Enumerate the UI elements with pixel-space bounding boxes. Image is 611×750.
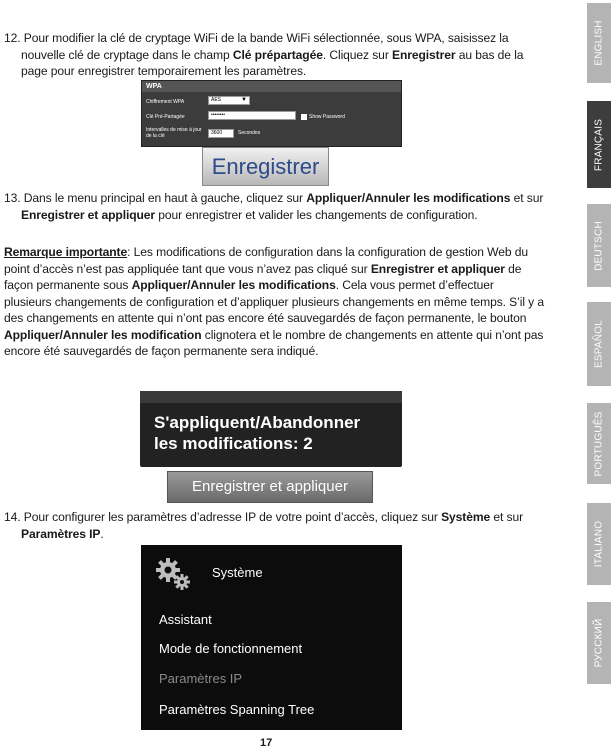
step-number: 13. (4, 191, 21, 205)
bold-term: Enregistrer et appliquer (21, 207, 156, 222)
step-12-paragraph (4, 30, 544, 80)
wpa-psk-input[interactable]: •••••••• (208, 111, 296, 120)
text: pour enregistrer et valider les changements de configuration. (155, 207, 478, 222)
show-password-label: Show Password (309, 114, 345, 120)
tab-espanol[interactable] (587, 302, 611, 386)
tab-english[interactable] (587, 3, 611, 83)
text: Pour modifier la clé de cryptage WiFi de la bande WiFi sélectionnée, sous WPA, saisissez la nouvelle clé de cryptage dans le champ (21, 31, 509, 62)
wpa-interval-label: Intervalles de mise à jour de la clé (146, 127, 202, 139)
tab-label: РУССКИЙ (593, 618, 605, 668)
wpa-cipher-label: Chiffrement WPA (146, 99, 185, 105)
step-number: 12. (4, 31, 21, 45)
show-password-checkbox[interactable] (301, 114, 307, 120)
system-menu (141, 545, 402, 730)
text: de façon permanente sous (4, 261, 522, 292)
wpa-psk-row (144, 111, 401, 125)
wpa-cipher-value: AES (211, 97, 222, 103)
bold-term: Appliquer/Annuler les modifications (306, 191, 511, 205)
menu-item-assistant[interactable]: Assistant (159, 612, 212, 627)
language-tabs (587, 0, 611, 750)
text: au bas de la page pour enregistrer temporairement les paramètres. (21, 47, 524, 78)
save-and-apply-button[interactable]: Enregistrer et appliquer (167, 471, 373, 503)
banner-line-2: les modifications: 2 (154, 434, 313, 453)
tab-label: ENGLISH (593, 20, 605, 66)
text: et sur (490, 510, 524, 524)
tab-francais[interactable] (587, 101, 611, 188)
menu-item-operation-mode[interactable]: Mode de fonctionnement (159, 641, 303, 656)
wpa-cipher-select[interactable] (208, 96, 250, 105)
chevron-down-icon: ▼ (241, 97, 247, 103)
step-13-paragraph (4, 190, 544, 223)
save-button[interactable]: Enregistrer (202, 147, 329, 186)
tab-portugues[interactable] (587, 403, 611, 484)
page-number: 17 (260, 737, 273, 749)
tab-label: PORTUGUÊS (593, 411, 605, 476)
apply-discard-banner[interactable] (140, 391, 402, 467)
bold-term: Appliquer/Annuler les modifications (131, 278, 336, 292)
tab-deutsch[interactable] (587, 204, 611, 287)
bold-term: Paramètres IP (21, 526, 101, 541)
bold-term: Appliquer/Annuler les modification (4, 327, 202, 342)
menu-item-ip-settings[interactable]: Paramètres IP (159, 671, 243, 686)
wpa-cipher-row (144, 96, 401, 110)
text: Pour configurer les paramètres d’adresse IP de votre point d’accès, cliquez sur (23, 510, 442, 524)
tab-italiano[interactable] (587, 503, 611, 585)
text: clignotera et le nombre de changements en attente qui n’ont pas encore été sauvegardés de façon permanente sera indiqué. (4, 327, 544, 358)
bold-term: Système (441, 510, 491, 524)
text: : Les modifications de configuration dans la configuration de gestion Web du point d’accès n’est pas appliquée tant que vous n’avez pas cliqué sur (4, 245, 529, 276)
note-label: Remarque importante (4, 245, 128, 259)
wpa-interval-unit: Secondes (238, 130, 261, 136)
important-note-paragraph (4, 244, 544, 360)
step-14-paragraph (4, 509, 544, 542)
wpa-interval-row (144, 126, 401, 146)
wpa-settings-panel (141, 80, 402, 147)
bold-term: Enregistrer et appliquer (370, 261, 505, 276)
menu-item-spanning-tree[interactable]: Paramètres Spanning Tree (159, 702, 315, 717)
step-number: 14. (4, 510, 21, 524)
text: et sur (510, 191, 544, 205)
wpa-interval-input[interactable]: 3600 (208, 129, 234, 138)
tab-label: ESPAÑOL (593, 320, 605, 368)
bold-term: Enregistrer (392, 47, 456, 62)
banner-line-1: S'appliquent/Abandonner (154, 413, 361, 432)
text: . Cela vous permet d’effectuer plusieurs changements de configuration et d’appliquer plusieurs changements en même temps. S’il y a des changements en attente qui n’ont pas encore été sauvegardés de façon permanente, le bouton (4, 278, 545, 325)
text: Dans le menu principal en haut à gauche, cliquez sur (23, 191, 307, 205)
tab-label: FRANÇAIS (593, 118, 605, 171)
gears-icon (155, 557, 191, 591)
wpa-psk-label: Clé Pré-Partagée (146, 114, 185, 120)
text: . Cliquez sur (322, 47, 393, 62)
text: . (100, 526, 104, 541)
tab-russian[interactable] (587, 602, 611, 684)
wpa-panel-title: WPA (142, 81, 401, 92)
bold-term: Clé prépartagée (232, 47, 323, 62)
banner-text (154, 412, 360, 454)
menu-system-header[interactable]: Système (212, 565, 263, 580)
tab-label: DEUTSCH (593, 220, 605, 271)
banner-top-strip (140, 391, 402, 403)
tab-label: ITALIANO (593, 520, 605, 568)
